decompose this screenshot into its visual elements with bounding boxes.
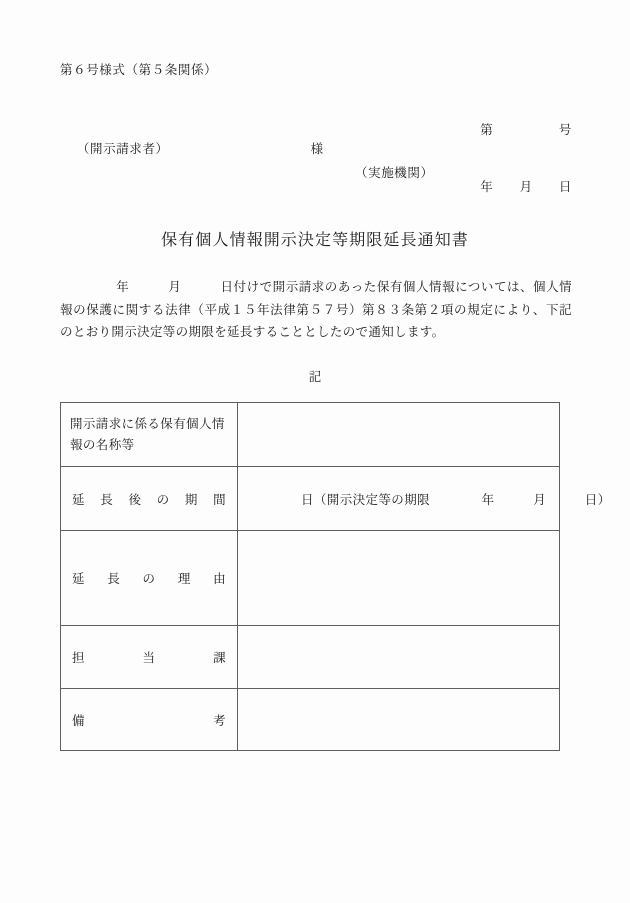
row-value-cell[interactable] (238, 403, 560, 467)
row-value-cell[interactable] (238, 689, 560, 751)
addressee-honorific: 様 (310, 142, 324, 156)
extension-details-table (60, 402, 611, 751)
addressee-line (62, 124, 324, 172)
row-label-cell (61, 531, 238, 626)
table-row (61, 403, 560, 467)
row-label-text: 延長の理由 (72, 572, 226, 586)
form-number: 第６号様式（第５条関係） (60, 63, 218, 77)
issuing-authority: （実施機関） (355, 166, 434, 180)
body-date-prefix: 年 月 日付けで (116, 280, 273, 294)
row-label-cell (61, 403, 238, 467)
document-date-line: 年 月 日 (480, 180, 572, 194)
page-title: 保有個人情報開示決定等期限延長通知書 (161, 232, 469, 249)
row-value-cell[interactable] (238, 467, 611, 531)
body-main-text: 開示請求のあった保有個人情報については、個人情報の保護に関する法律（平成１５年法律第５７号）第８３条第２項の規定により、下記のとおり開示決定等の期限を延長することとしたので通知します。 (60, 280, 572, 339)
table-row (61, 467, 560, 531)
row-value-cell[interactable] (238, 626, 560, 689)
row-label-text: 担当課 (72, 651, 226, 665)
row-value-text: 日（開示決定等の期限 年 月 日） (301, 492, 611, 507)
table-row (61, 626, 560, 689)
kisai-marker: 記 (308, 370, 322, 384)
row-label-text: 開示請求に係る保有個人情報の名称等 (70, 416, 225, 452)
table-row (61, 689, 560, 751)
document-meta-block (480, 83, 572, 235)
table-row (61, 531, 560, 626)
body-paragraph (60, 276, 572, 344)
row-label-cell (61, 467, 238, 531)
row-label-text: 延長後の期間 (72, 492, 226, 507)
document-number-line: 第 号 (480, 123, 572, 137)
row-label-cell (61, 626, 238, 689)
row-label-text: 備考 (72, 713, 226, 728)
addressee-label: （開示請求者） (76, 142, 169, 156)
row-value-cell[interactable] (238, 531, 560, 626)
row-label-cell (61, 689, 238, 751)
